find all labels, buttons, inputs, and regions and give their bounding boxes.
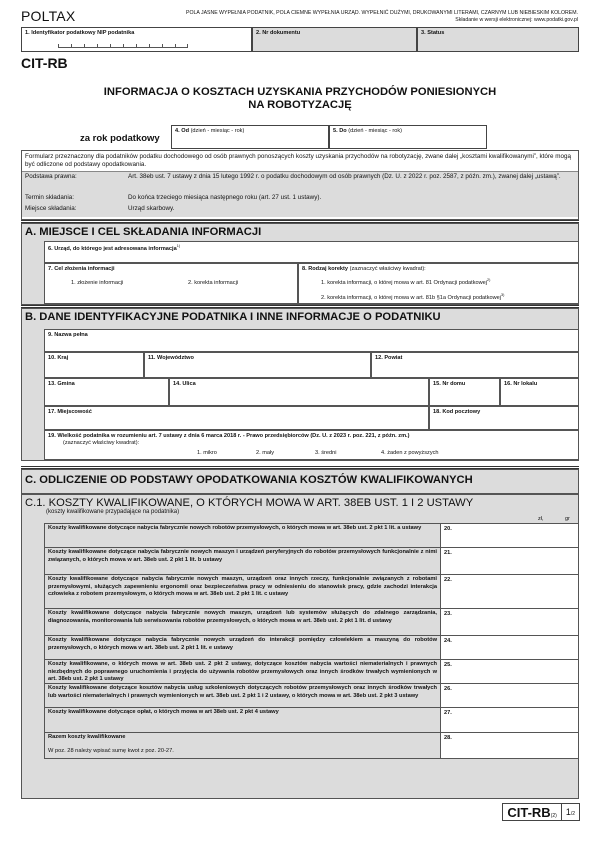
field-10-label: 10. Kraj: [48, 355, 69, 361]
footnote-ref: 1): [176, 244, 181, 248]
field-14-label: 14. Ulica: [173, 381, 196, 387]
cost-row-description: [45, 733, 441, 758]
page-total: /2: [570, 811, 575, 817]
section-a-heading: A. MIEJSCE I CEL SKŁADANIA INFORMACJI: [25, 226, 262, 238]
cost-row-description: Koszty kwalifikowane dotyczące nabycia fabrycznie nowych maszyn, urządzeń oraz innych rzeczy, funkcjonalnie związanych z robotami przemysłowymi, służących zapewnieniu ergonomii oraz bezpieczeństwa pracy w odniesieniu do stanowisk pracy, gdzie zachodzi interakcja człowieka z robotem przemysłowym, o których mowa w art. 38eb ust. 2 pkt 1 lit. c ustawy: [45, 575, 441, 608]
cost-field-27[interactable]: 27.: [441, 708, 578, 732]
size-option-small[interactable]: 2. mały: [256, 450, 275, 456]
field-19-label: 19. Wielkość podatnika w rozumieniu art. 7 ustawy z dnia 6 marca 2018 r. - Prawo przedsiębiorców (Dz. U. z 2023 r. poz. 221, z późn. zm.): [48, 433, 410, 439]
form-intro: [21, 150, 579, 220]
field-9-full-name[interactable]: [44, 329, 579, 352]
field-17-city[interactable]: [44, 406, 429, 430]
cost-row-description: Koszty kwalifikowane dotyczące kosztów nabycia usług szkoleniowych dotyczących robotów przemysłowych oraz innych środków trwałych lub wartości niematerialnych i prawnych wymienionych w art. 38eb ust. 2 pkt 1 i 2 ustawy, o których mowa w art. 38eb ust. 2 pkt 3 ustawy: [45, 684, 441, 707]
section-c: [21, 469, 579, 494]
fill-instructions: [186, 10, 578, 24]
intro-description: Formularz przeznaczony dla podatników podatku dochodowego od osób prawnych ponoszących koszty uzyskania przychodów na robotyzację, zwane dalej „kosztami kwalifikowanymi”, które mogą być odliczone od podstawy opodatkowania.: [22, 151, 578, 172]
poltax-brand: POLTAX: [21, 8, 76, 24]
notice-line-2: Składanie w wersji elektronicznej: www.podatki.gov.pl: [455, 17, 578, 23]
period-from-hint: (dzień - miesiąc - rok): [190, 128, 245, 134]
cost-row-description: Koszty kwalifikowane dotyczące nabycia fabrycznie nowych maszyn, urządzeń lub systemów służących do zdalnego zarządzania, diagnozowania, monitorowania lub serwisowania robotów przemysłowych, o których mowa w art. 38eb ust. 2 pkt 1 lit. d ustawy: [45, 609, 441, 635]
size-option-micro[interactable]: 1. mikro: [197, 450, 217, 456]
period-to-label: 5. Do: [333, 128, 347, 134]
correction-option-art81b[interactable]: [321, 293, 504, 301]
intro-row-legal-basis: [22, 172, 578, 193]
cost-field-26[interactable]: 26.: [441, 684, 578, 707]
intro-row-place: [22, 205, 578, 217]
option-correction[interactable]: 2. korekta informacji: [188, 280, 239, 286]
footnote-ref: 3): [501, 293, 505, 297]
field-6-label: 6. Urząd, do którego jest adresowana informacja: [48, 245, 177, 252]
document-number-field: [252, 27, 417, 52]
cost-row-24: [44, 636, 579, 660]
field-18-label: 18. Kod pocztowy: [433, 409, 481, 415]
field-18-postal-code[interactable]: [429, 406, 579, 430]
cost-row-description: Koszty kwalifikowane dotyczące nabycia fabrycznie nowych urządzeń do interakcji pomiędzy człowiekiem a maszyną do robotów przemysłowych, o których mowa w art. 38eb ust. 2 pkt 1 lit. e ustawy: [45, 636, 441, 659]
total-label: Razem koszty kwalifikowane: [48, 734, 126, 740]
field-13-commune[interactable]: [44, 378, 169, 406]
section-c1-subheading: (koszty kwalifikowane przypadające na podatnika): [46, 509, 180, 515]
field-16-apartment-number[interactable]: [500, 378, 579, 406]
size-option-medium[interactable]: 3. średni: [315, 450, 337, 456]
nip-field[interactable]: [21, 27, 252, 52]
intro-value: Art. 38eb ust. 7 ustawy z dnia 15 lutego 1992 r. o podatku dochodowym od osób prawnych (Dz. U. z 2022 r. poz. 2587, z późn. zm.), zwanej dalej „ustawą”.: [128, 173, 561, 180]
field-12-county[interactable]: [371, 352, 579, 378]
field-8-label: 8. Rodzaj korekty: [302, 266, 349, 272]
footer-version: (2): [550, 813, 557, 819]
period-to-field[interactable]: [329, 125, 487, 149]
intro-value: Urząd skarbowy.: [128, 205, 175, 212]
currency-gr-label: gr: [565, 516, 570, 522]
footer-code-text: CIT-RB: [507, 805, 551, 820]
cost-row-description: Koszty kwalifikowane dotyczące nabycia fabrycznie nowych robotów przemysłowych, o których mowa w art. 38eb ust. 2 pkt 1 lit. a ustawy: [45, 524, 441, 547]
field-11-voivodeship[interactable]: [144, 352, 371, 378]
cost-row-22: [44, 575, 579, 609]
currency-zl-label: zł,: [538, 516, 544, 522]
cost-field-23[interactable]: 23.: [441, 609, 578, 635]
form-title-line-2: NA ROBOTYZACJĘ: [248, 99, 352, 111]
period-from-label: 4. Od: [175, 128, 189, 134]
field-14-street[interactable]: [169, 378, 429, 406]
cost-row-description: Koszty kwalifikowane dotyczące nabycia fabrycznie nowych maszyn i urządzeń peryferyjnych do robotów przemysłowych funkcjonalnie z nimi związanych, o których mowa w art. 38eb ust. 2 pkt 1 lit. b ustawy: [45, 548, 441, 574]
option-text: 2. korekta informacji, o której mowa w art. 81b §1a Ordynacji podatkowej: [321, 294, 502, 301]
field-7-label: 7. Cel złożenia informacji: [48, 266, 115, 272]
page-current: 1: [565, 807, 571, 817]
field-9-label: 9. Nazwa pełna: [48, 332, 88, 338]
cost-field-25[interactable]: 25.: [441, 660, 578, 683]
section-c-heading: C. ODLICZENIE OD PODSTAWY OPODATKOWANIA KOSZTÓW KWALIFIKOWANYCH: [25, 474, 473, 486]
field-16-label: 16. Nr lokalu: [504, 381, 538, 387]
field-15-label: 15. Nr domu: [433, 381, 466, 387]
intro-row-deadline: [22, 193, 578, 205]
option-submission[interactable]: 1. złożenie informacji: [71, 280, 124, 286]
intro-value: Do końca trzeciego miesiąca następnego roku (art. 27 ust. 1 ustawy).: [128, 194, 322, 201]
cost-field-21[interactable]: 21.: [441, 548, 578, 574]
status-label: 3. Status: [421, 30, 445, 36]
document-number-label: 2. Nr dokumentu: [256, 30, 301, 36]
cost-field-24[interactable]: 24.: [441, 636, 578, 659]
form-code: CIT-RB: [21, 55, 68, 71]
size-option-none[interactable]: 4. żaden z powyższych: [381, 450, 439, 456]
tax-year-label: za rok podatkowy: [80, 133, 160, 144]
page-footer: [502, 803, 580, 821]
period-to-hint: (dzień - miesiąc - rok): [348, 128, 403, 134]
cost-row-27: [44, 708, 579, 733]
field-17-label: 17. Miejscowość: [48, 409, 92, 415]
footnote-ref: 2): [487, 278, 491, 282]
cost-row-21: [44, 548, 579, 575]
cost-field-22[interactable]: 22.: [441, 575, 578, 608]
field-6-tax-office[interactable]: [44, 241, 579, 263]
notice-line-1: POLA JASNE WYPEŁNIA PODATNIK, POLA CIEMNE WYPEŁNIA URZĄD. WYPEŁNIĆ DUŻYMI, DRUKOWANYMI LITERAMI, CZARNYM LUB NIEBIESKIM KOLOREM.: [185, 10, 578, 16]
field-19-hint: (zaznaczyć właściwy kwadrat):: [63, 440, 140, 446]
field-12-label: 12. Powiat: [375, 355, 403, 361]
period-from-field[interactable]: [171, 125, 329, 149]
correction-option-art81[interactable]: [321, 278, 490, 286]
cost-row-23: [44, 609, 579, 636]
cost-row-28-total: [44, 733, 579, 759]
footer-form-code: [503, 804, 561, 820]
field-8-correction-type: [298, 263, 579, 304]
field-8-hint: (zaznaczyć właściwy kwadrat):: [349, 266, 426, 272]
cost-row-description: Koszty kwalifikowane dotyczące opłat, o których mowa w art 38eb ust. 2 pkt 4 ustawy: [45, 708, 441, 732]
intro-key: Termin składania:: [25, 194, 74, 201]
field-13-label: 13. Gmina: [48, 381, 75, 387]
nip-digit-ticks: [58, 44, 188, 48]
field-7-purpose: [44, 263, 298, 304]
field-15-house-number[interactable]: [429, 378, 500, 406]
cost-field-20[interactable]: 20.: [441, 524, 578, 547]
intro-key: Miejsce składania:: [25, 205, 77, 212]
total-note: W poz. 28 należy wpisać sumę kwot z poz. 20-27.: [48, 747, 174, 754]
cost-field-28[interactable]: 28.: [441, 733, 578, 758]
field-10-country[interactable]: [44, 352, 144, 378]
option-text: 1. korekta informacji, o której mowa w art. 81 Ordynacji podatkowej: [321, 279, 488, 286]
field-19-taxpayer-size: [44, 430, 579, 460]
field-11-label: 11. Województwo: [148, 355, 194, 361]
intro-key: Podstawa prawna:: [25, 173, 77, 180]
page-number: [562, 804, 579, 820]
cost-row-description: Koszty kwalifikowane, o których mowa w art. 38eb ust. 2 pkt 2 ustawy, dotyczące kosztów nabycia wartości niematerialnych i prawnych niezbędnych do poprawnego uruchomienia i przyjęcia do używania robotów przemysłowych oraz innych środków trwałych wymienionych w art. 38eb ust. 2 pkt 1 ustawy: [45, 660, 441, 683]
form-title: [0, 86, 600, 112]
cost-row-25: [44, 660, 579, 684]
form-title-line-1: INFORMACJA O KOSZTACH UZYSKANIA PRZYCHODÓW PONIESIONYCH: [103, 86, 497, 98]
status-field: [417, 27, 579, 52]
nip-label: 1. Identyfikator podatkowy NIP podatnika: [25, 30, 135, 36]
cost-row-20: [44, 523, 579, 548]
section-b-heading: B. DANE IDENTYFIKACYJNE PODATNIKA I INNE INFORMACJE O PODATNIKU: [25, 311, 441, 323]
cost-row-26: [44, 684, 579, 708]
section-c1-heading: C.1. KOSZTY KWALIFIKOWANE, O KTÓRYCH MOWA W ART. 38EB UST. 1 I 2 USTAWY: [25, 497, 474, 509]
